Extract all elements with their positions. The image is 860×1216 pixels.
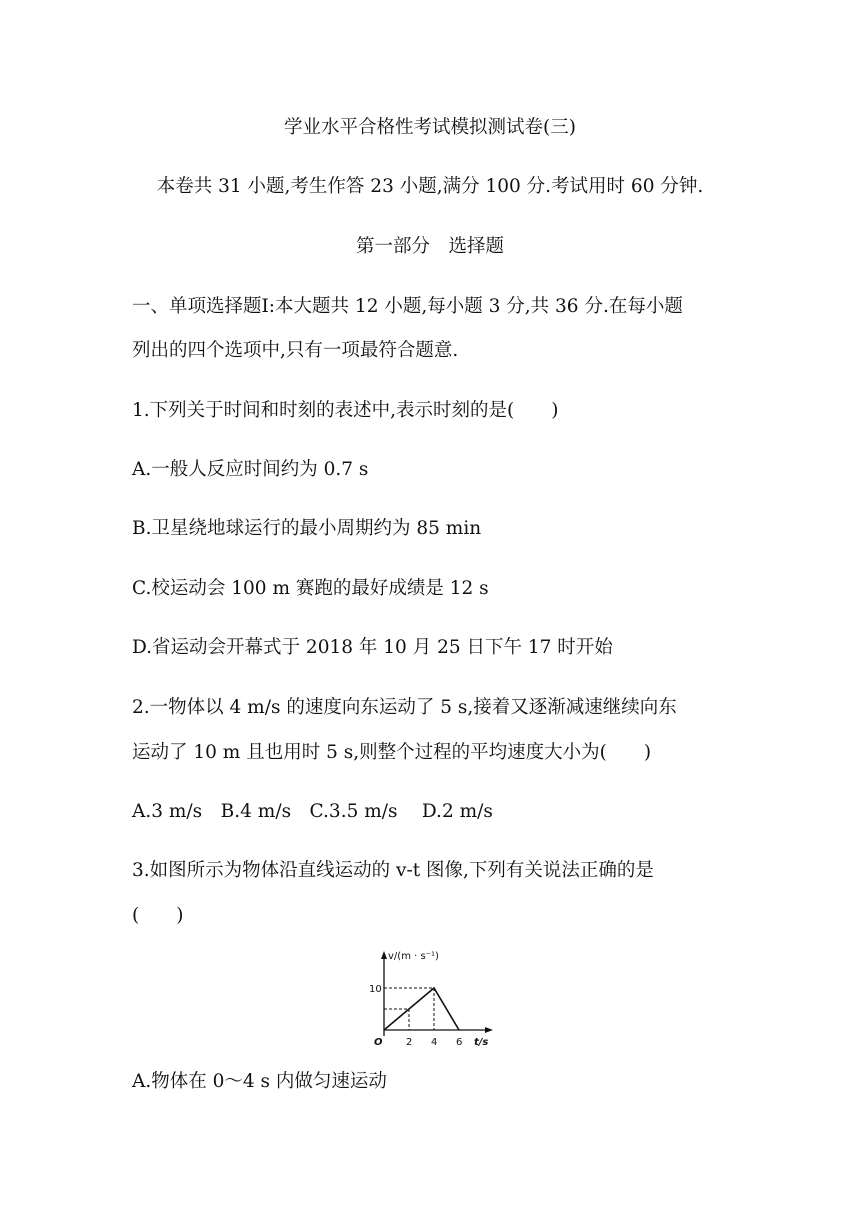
- question-2-stem-line-1: 2.一物体以 4 m/s 的速度向东运动了 5 s,接着又逐渐减速继续向东: [132, 697, 677, 718]
- y-axis-arrow: [381, 951, 387, 959]
- x-tick-4: 4: [431, 1037, 438, 1048]
- question-1-option-c: C.校运动会 100 m 赛跑的最好成绩是 12 s: [132, 578, 489, 599]
- origin-label: O: [374, 1037, 383, 1048]
- y-axis-label: v/(m · s⁻¹): [388, 951, 439, 962]
- section-heading: 第一部分 选择题: [355, 236, 504, 257]
- instructions-line-1: 一、单项选择题Ⅰ:本大题共 12 小题,每小题 3 分,共 36 分.在每小题: [132, 296, 683, 317]
- question-2-stem-line-2: 运动了 10 m 且也用时 5 s,则整个过程的平均速度大小为( ): [132, 742, 652, 763]
- x-axis-arrow: [485, 1027, 493, 1033]
- question-2-options: A.3 m/s B.4 m/s C.3.5 m/s D.2 m/s: [132, 801, 493, 822]
- y-tick-10: 10: [369, 984, 382, 995]
- question-1-option-a: A.一般人反应时间约为 0.7 s: [132, 459, 369, 480]
- instructions-line-2: 列出的四个选项中,只有一项最符合题意.: [132, 340, 459, 361]
- x-tick-6: 6: [456, 1037, 463, 1048]
- vt-graph: [360, 948, 500, 1052]
- question-1-stem: 1.下列关于时间和时刻的表述中,表示时刻的是( ): [132, 400, 559, 421]
- question-1-option-b: B.卫星绕地球运行的最小周期约为 85 min: [132, 518, 482, 539]
- question-1-option-d: D.省运动会开幕式于 2018 年 10 月 25 日下午 17 时开始: [132, 637, 613, 658]
- exam-title: 学业水平合格性考试模拟测试卷(三): [284, 117, 576, 138]
- question-3-option-a: A.物体在 0～4 s 内做匀速运动: [132, 1071, 387, 1092]
- x-axis-label: t/s: [474, 1037, 489, 1048]
- question-3-stem-line-1: 3.如图所示为物体沿直线运动的 v-t 图像,下列有关说法正确的是: [132, 860, 654, 881]
- x-tick-2: 2: [406, 1037, 413, 1048]
- exam-intro: 本卷共 31 小题,考生作答 23 小题,满分 100 分.考试用时 60 分钟.: [156, 176, 704, 197]
- question-3-stem-line-2: ( ): [132, 905, 184, 926]
